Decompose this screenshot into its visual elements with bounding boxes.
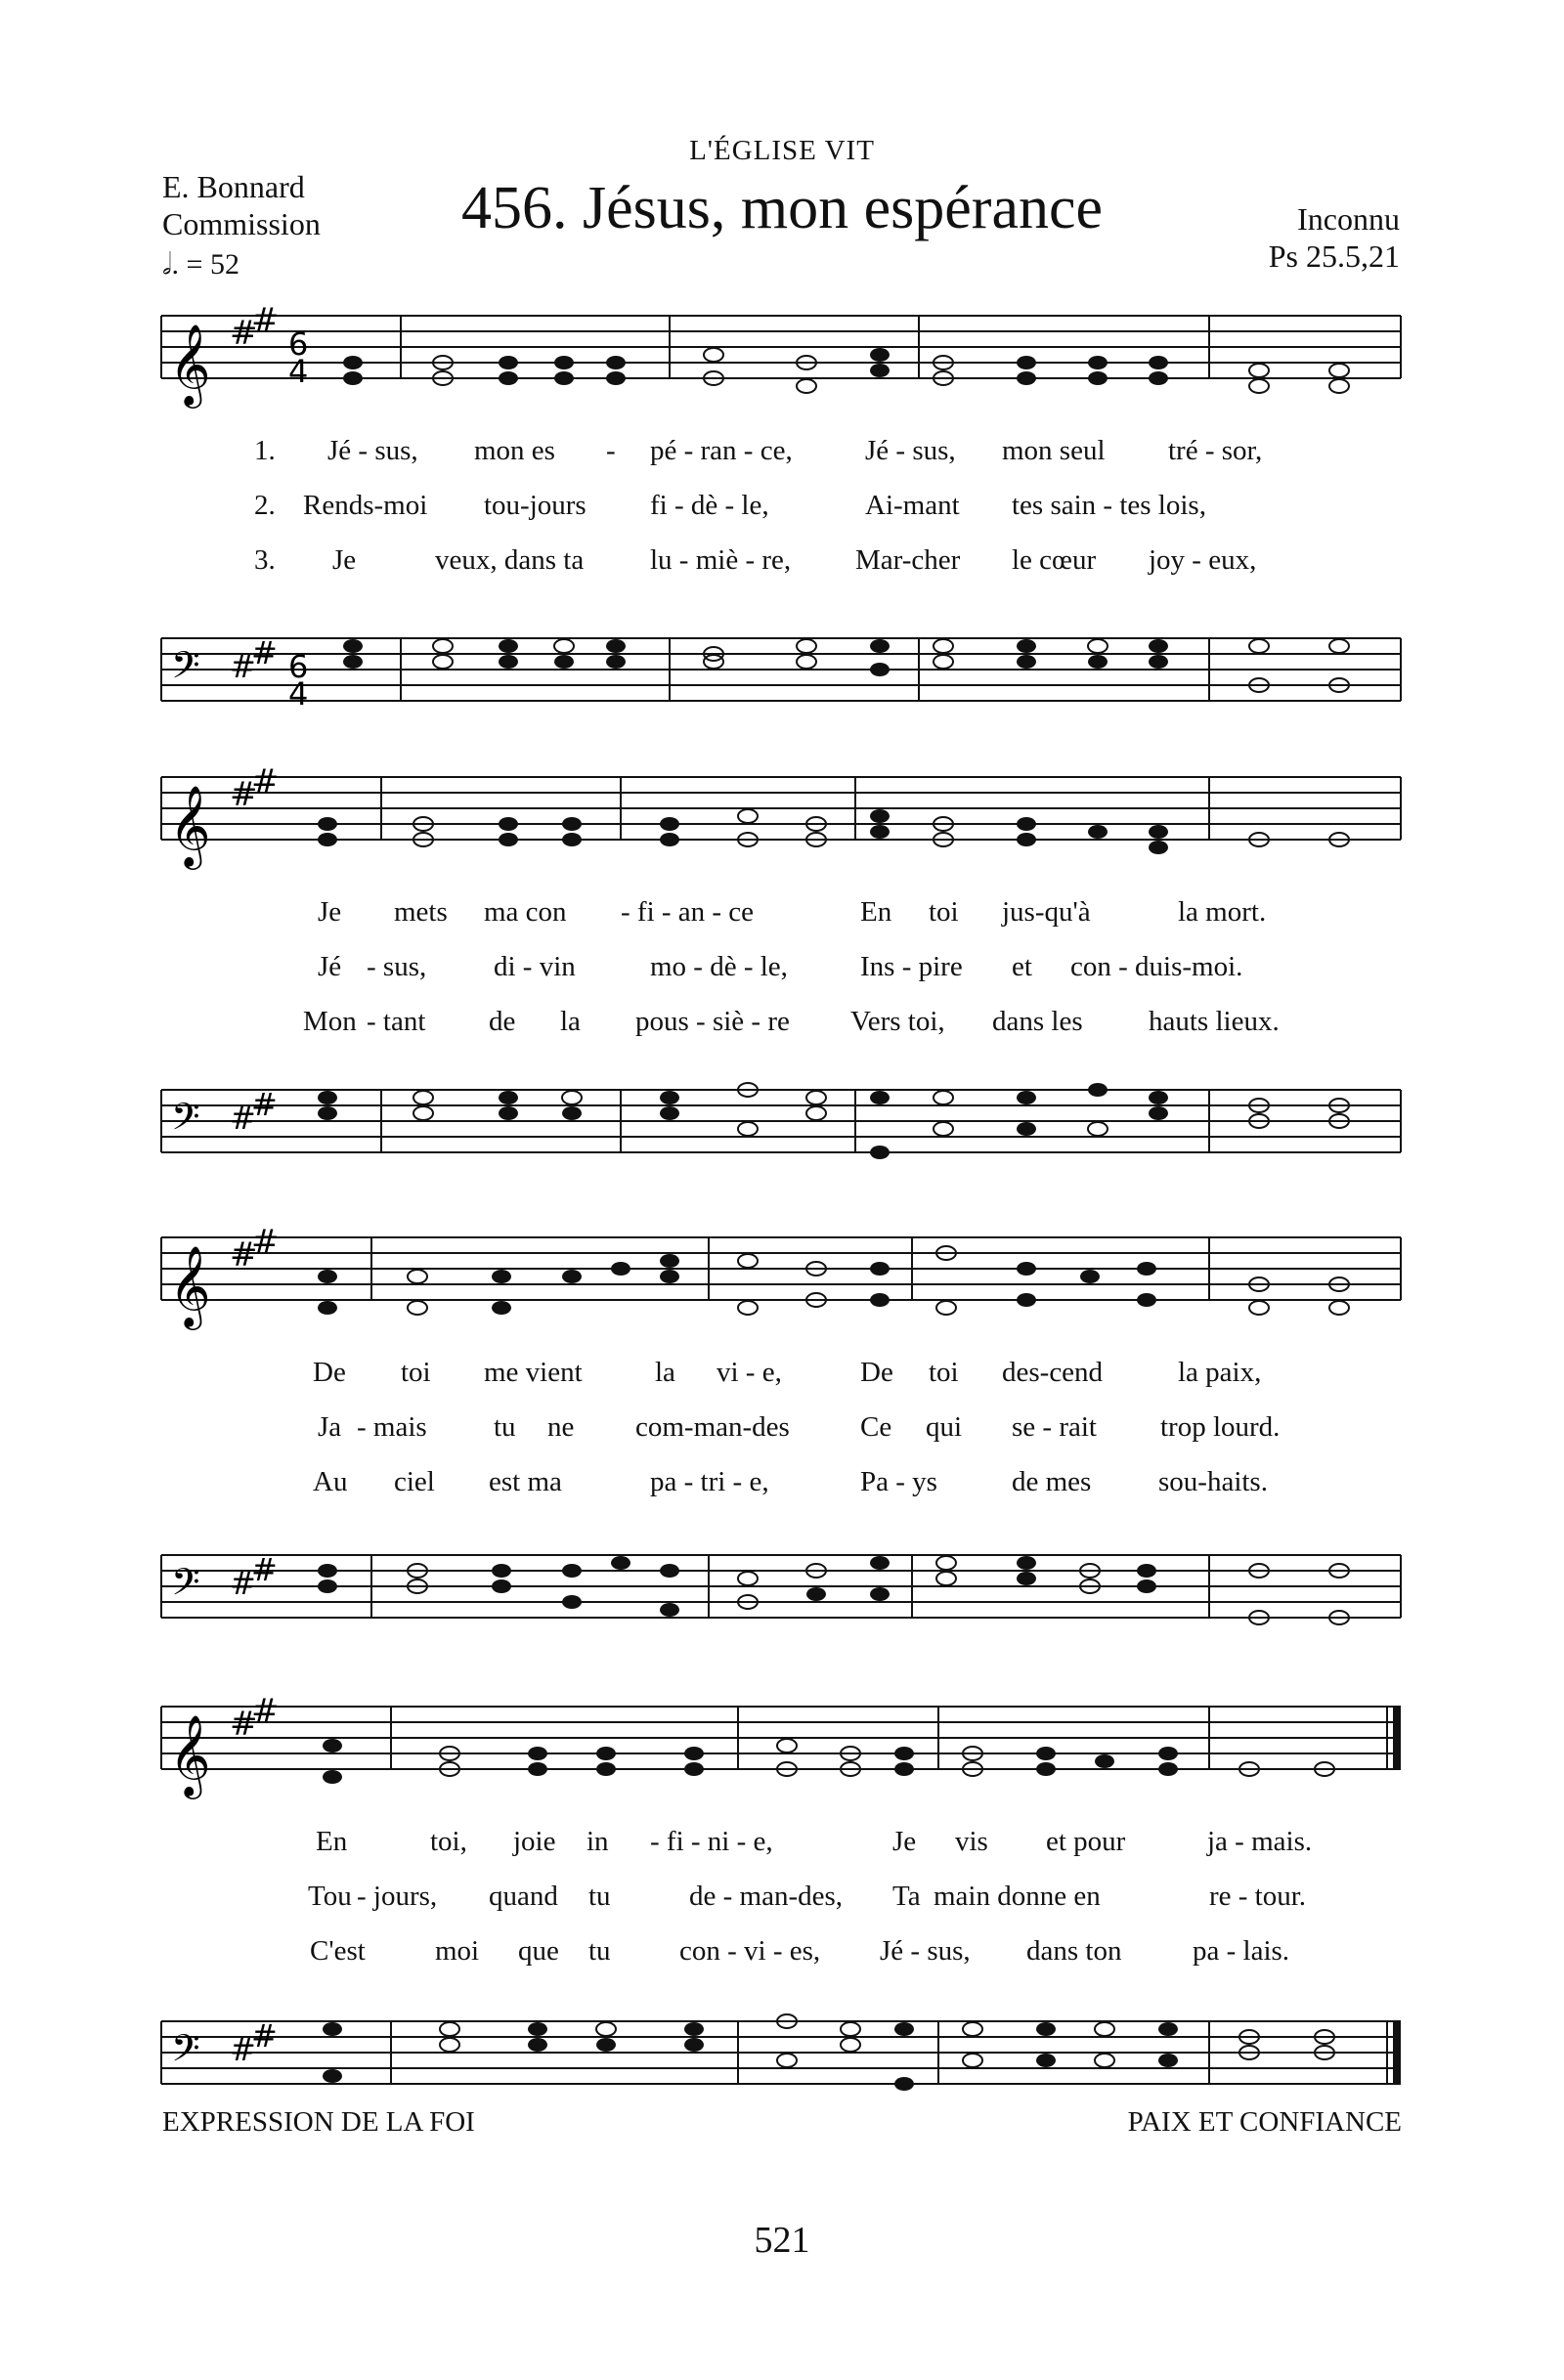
lyric: que — [518, 1935, 559, 1967]
lyric: mon es — [474, 435, 555, 466]
svg-text:#: # — [251, 301, 280, 340]
lyric: toi — [929, 1357, 959, 1388]
author-2: Commission — [162, 206, 321, 241]
svg-text:#: # — [230, 775, 258, 814]
music-system-4 — [161, 1689, 1401, 2099]
page-number: 521 — [754, 2220, 810, 2261]
lyric: ja - mais. — [1207, 1826, 1313, 1857]
lyric: mo - dè - le, — [650, 951, 788, 982]
lyric: di - vin — [494, 951, 576, 982]
svg-text:𝄞: 𝄞 — [169, 323, 211, 405]
lyric: la — [655, 1357, 675, 1388]
verse-3-line-1 — [161, 544, 1401, 584]
treble-staff-1 — [161, 298, 1401, 406]
lyric: vi - e, — [717, 1357, 782, 1388]
lyric: Mar-cher — [855, 544, 961, 576]
lyric: in — [586, 1826, 609, 1857]
verse-1-line-3 — [161, 1357, 1401, 1396]
bass-staff-4 — [161, 2004, 1401, 2121]
lyric: sou-haits. — [1158, 1466, 1268, 1497]
music-system-3 — [161, 1220, 1401, 1630]
lyric: Mon — [303, 1006, 357, 1037]
lyric: - jours, — [357, 1881, 438, 1912]
lyric: qui — [926, 1411, 963, 1443]
svg-text:𝄢: 𝄢 — [171, 2026, 200, 2079]
composer-credits — [1269, 200, 1400, 275]
verse-2-line-2 — [161, 951, 1401, 990]
lyric: re - tour. — [1209, 1881, 1307, 1912]
lyric: Rends-moi — [303, 490, 428, 521]
lyric: 1. — [254, 435, 276, 466]
svg-text:#: # — [230, 648, 256, 685]
verse-1-line-1 — [161, 435, 1401, 474]
svg-text:#: # — [230, 1100, 256, 1137]
lyric: joy - eux, — [1149, 544, 1257, 576]
lyric: - mais — [357, 1411, 427, 1443]
lyric: pous - siè - re — [635, 1006, 790, 1037]
verse-1-line-4 — [161, 1826, 1401, 1865]
svg-text:#: # — [251, 634, 278, 671]
lyric: ciel — [394, 1466, 435, 1497]
lyric: Vers toi, — [850, 1006, 945, 1037]
bass-staff-1 — [161, 621, 1401, 738]
lyric: me vient — [484, 1357, 583, 1388]
lyric: Jé - sus, — [327, 435, 418, 466]
author-1: E. Bonnard — [162, 169, 305, 204]
verse-1-line-2 — [161, 896, 1401, 935]
lyric: et — [1012, 951, 1032, 982]
svg-text:4: 4 — [288, 353, 309, 390]
verse-3-line-2 — [161, 1006, 1401, 1045]
svg-text:6: 6 — [288, 325, 309, 363]
lyric: le cœur — [1012, 544, 1097, 576]
lyric: fi - dè - le, — [650, 490, 769, 521]
lyric: 3. — [254, 544, 276, 576]
svg-text:#: # — [251, 1223, 280, 1262]
svg-text:#: # — [251, 762, 280, 801]
lyric: En — [316, 1826, 348, 1857]
lyric: de mes — [1012, 1466, 1092, 1497]
verse-3-line-4 — [161, 1935, 1401, 1974]
lyric: Jé - sus, — [880, 1935, 971, 1967]
lyric: jus-qu'à — [1002, 896, 1091, 928]
scripture-reference: Ps 25.5,21 — [1268, 238, 1400, 274]
lyric: - sus, — [367, 951, 427, 982]
lyric: C'est — [310, 1935, 366, 1967]
lyric: hauts lieux. — [1149, 1006, 1280, 1037]
lyric: - tant — [367, 1006, 426, 1037]
verse-2-line-3 — [161, 1411, 1401, 1450]
verse-3-line-3 — [161, 1466, 1401, 1505]
lyric: tu — [588, 1881, 611, 1912]
lyric: toi — [929, 896, 959, 928]
lyric: se - rait — [1012, 1411, 1097, 1443]
lyric: Pa - ys — [860, 1466, 937, 1497]
svg-text:6: 6 — [288, 648, 309, 685]
section-heading: L'ÉGLISE VIT — [689, 135, 875, 166]
lyric: Tou — [308, 1881, 352, 1912]
composer: Inconnu — [1297, 201, 1400, 237]
svg-text:#: # — [251, 1086, 278, 1123]
svg-text:𝄞: 𝄞 — [169, 1713, 211, 1796]
lyric: pa - tri - e, — [650, 1466, 769, 1497]
lyric: pé - ran - ce, — [650, 435, 793, 466]
lyric: la — [560, 1006, 581, 1037]
lyric: Je — [892, 1826, 917, 1857]
lyric: ne — [547, 1411, 575, 1443]
bass-staff-2 — [161, 1072, 1401, 1190]
lyric: Au — [313, 1466, 348, 1497]
svg-text:𝄢: 𝄢 — [171, 1560, 200, 1613]
lyric: Ai-mant — [865, 490, 960, 521]
lyric: - — [606, 435, 616, 466]
lyric: Je — [332, 544, 357, 576]
lyric: mets — [394, 896, 448, 928]
verse-2-line-4 — [161, 1881, 1401, 1920]
svg-text:𝄞: 𝄞 — [169, 1244, 211, 1326]
lyric: veux, dans ta — [435, 544, 585, 576]
lyric: des-cend — [1002, 1357, 1104, 1388]
lyric: Jé - sus, — [865, 435, 956, 466]
lyric: est ma — [489, 1466, 562, 1497]
lyric: tu — [588, 1935, 611, 1967]
svg-text:#: # — [251, 1551, 278, 1588]
lyric: moi — [435, 1935, 480, 1967]
lyric: de - man-des, — [689, 1881, 844, 1912]
lyric: Ce — [860, 1411, 892, 1443]
lyric: la paix, — [1178, 1357, 1262, 1388]
lyric: con - duis-moi. — [1070, 951, 1243, 982]
lyric: De — [860, 1357, 893, 1388]
lyric: tu — [494, 1411, 516, 1443]
svg-text:#: # — [230, 1705, 258, 1744]
hymn-title: 456. Jésus, mon espérance — [461, 175, 1103, 241]
lyric: Ins - pire — [860, 951, 963, 982]
svg-text:#: # — [230, 1235, 258, 1275]
lyric: con - vi - es, — [679, 1935, 821, 1967]
treble-staff-3 — [161, 1220, 1401, 1327]
lyric: En — [860, 896, 892, 928]
lyric: quand — [489, 1881, 558, 1912]
footer-right-category: PAIX ET CONFIANCE — [1127, 2106, 1402, 2138]
lyric: Ja — [318, 1411, 342, 1443]
lyric: Ta — [892, 1881, 921, 1912]
lyric: com-man-des — [635, 1411, 790, 1443]
bass-staff-3 — [161, 1537, 1401, 1655]
svg-text:#: # — [230, 314, 258, 353]
lyric: trop lourd. — [1160, 1411, 1281, 1443]
lyric: tou-jours — [484, 490, 586, 521]
lyric: la mort. — [1178, 896, 1267, 928]
svg-text:#: # — [251, 1692, 280, 1731]
lyric: tes sain - tes lois, — [1012, 490, 1206, 521]
svg-text:𝄢: 𝄢 — [171, 643, 200, 696]
lyric: Je — [318, 896, 342, 928]
music-system-2 — [161, 759, 1401, 1150]
lyric: de — [489, 1006, 516, 1037]
lyric: - fi - an - ce — [621, 896, 755, 928]
lyric: joie — [513, 1826, 556, 1857]
lyric: De — [313, 1357, 346, 1388]
lyric: Jé — [318, 951, 342, 982]
lyric: toi, — [430, 1826, 467, 1857]
lyric: vis — [955, 1826, 988, 1857]
svg-text:#: # — [251, 2017, 278, 2055]
tempo-marking: 𝅗𝅥. = 52 — [162, 248, 239, 281]
lyric: dans les — [992, 1006, 1083, 1037]
music-system-1 — [161, 298, 1401, 713]
svg-text:#: # — [230, 2031, 256, 2068]
lyric: 2. — [254, 490, 276, 521]
footer-left-category: EXPRESSION DE LA FOI — [162, 2106, 475, 2138]
lyric: dans ton — [1026, 1935, 1122, 1967]
lyric: lu - miè - re, — [650, 544, 792, 576]
svg-text:#: # — [230, 1565, 256, 1602]
lyric: ma con — [484, 896, 567, 928]
verse-2-line-1 — [161, 490, 1401, 529]
svg-text:𝄞: 𝄞 — [169, 784, 211, 866]
lyric: tré - sor, — [1168, 435, 1263, 466]
treble-staff-2 — [161, 759, 1401, 867]
lyric: - fi - ni - e, — [650, 1826, 773, 1857]
lyric: et pour — [1046, 1826, 1126, 1857]
lyric: toi — [401, 1357, 431, 1388]
treble-staff-4 — [161, 1689, 1401, 1796]
lyric: mon seul — [1002, 435, 1106, 466]
lyric: pa - lais. — [1193, 1935, 1290, 1967]
svg-text:4: 4 — [288, 675, 309, 713]
author-credits — [162, 168, 321, 242]
lyric: main donne en — [934, 1881, 1101, 1912]
svg-text:𝄢: 𝄢 — [171, 1095, 200, 1147]
